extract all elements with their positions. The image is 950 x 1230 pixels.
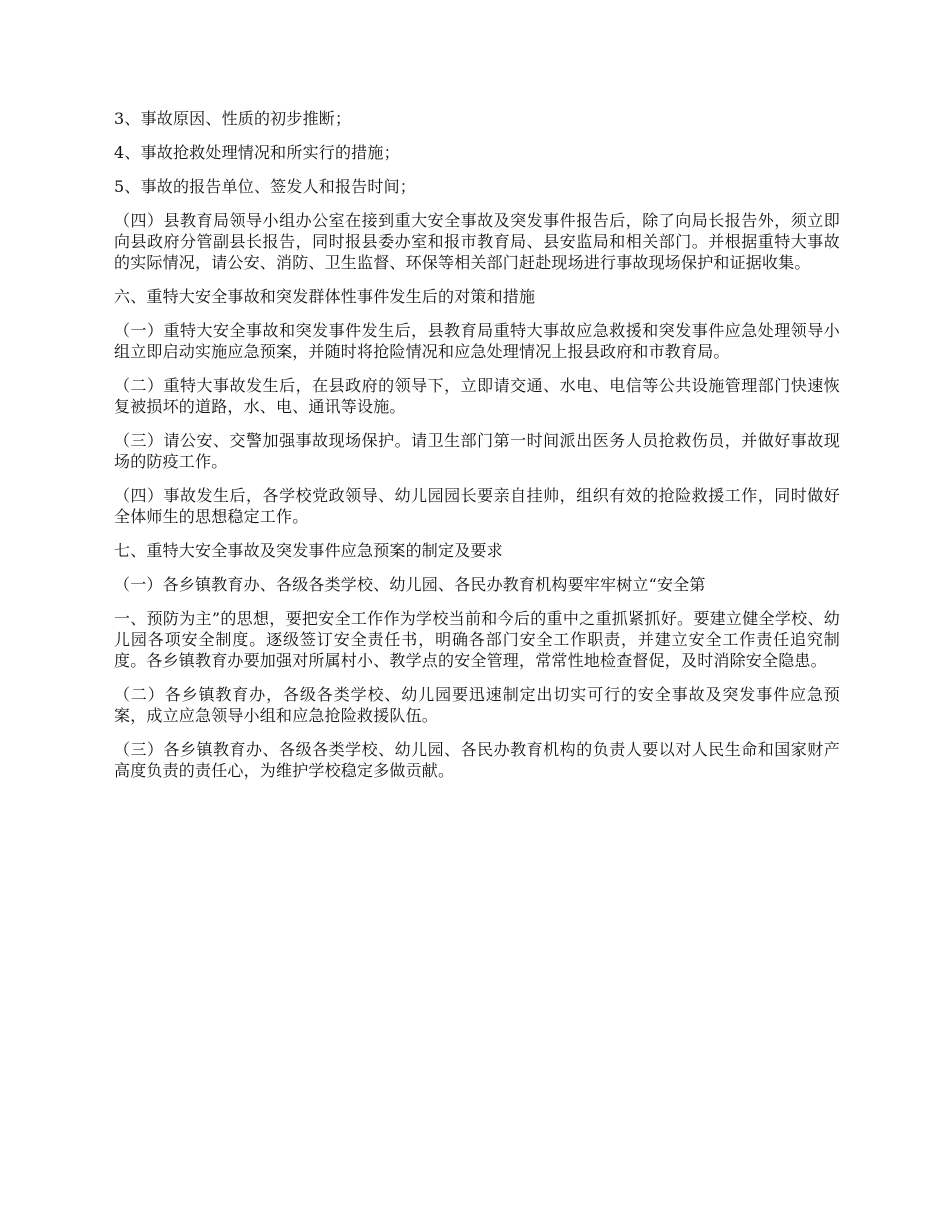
paragraph-six-four: （四）事故发生后，各学校党政领导、幼儿园园长要亲自挂帅，组织有效的抢险救援工作，同时做好全体师生的思想稳定工作。 xyxy=(114,486,840,526)
paragraph-six-one: （一）重特大安全事故和突发事件发生后，县教育局重特大事故应急救援和突发事件应急处理领导小组立即启动实施应急预案，并随时将抢险情况和应急处理情况上报县政府和市教育局。 xyxy=(114,321,840,361)
paragraph-six-three: （三）请公安、交警加强事故现场保护。请卫生部门第一时间派出医务人员抢救伤员，并做好事故现场的防疫工作。 xyxy=(114,431,840,471)
paragraph-seven-two: （二）各乡镇教育办，各级各类学校、幼儿园要迅速制定出切实可行的安全事故及突发事件应急预案，成立应急领导小组和应急抢险救援队伍。 xyxy=(114,685,840,725)
section-heading-seven: 七、重特大安全事故及突发事件应急预案的制定及要求 xyxy=(114,541,503,560)
section-heading-six: 六、重特大安全事故和突发群体性事件发生后的对策和措施 xyxy=(114,287,536,306)
paragraph-seven-one-cont: 一、预防为主”的思想，要把安全工作作为学校当前和今后的重中之重抓紧抓好。要建立健全学校、幼儿园各项安全制度。逐级签订安全责任书，明确各部门安全工作职责，并建立安全工作责任追究制度。各乡镇教育办要加强对所属村小、教学点的安全管理，常常性地检查督促，及时消除安全隐患。 xyxy=(114,609,840,670)
paragraph-item-3: 3、事故原因、性质的初步推断； xyxy=(114,109,352,128)
paragraph-item-4: 4、事故抢救处理情况和所实行的措施； xyxy=(114,143,400,162)
paragraph-seven-one-start: （一）各乡镇教育办、各级各类学校、幼儿园、各民办教育机构要牢牢树立“安全第 xyxy=(114,575,706,594)
paragraph-six-two: （二）重特大事故发生后，在县政府的领导下，立即请交通、水电、电信等公共设施管理部门快速恢复被损坏的道路，水、电、通讯等设施。 xyxy=(114,376,840,416)
document-body xyxy=(114,108,840,794)
paragraph-report-procedure: （四）县教育局领导小组办公室在接到重大安全事故及突发事件报告后，除了向局长报告外，须立即向县政府分管副县长报告，同时报县委办室和报市教育局、县安监局和相关部门。并根据重特大事故的实际情况，请公安、消防、卫生监督、环保等相关部门赶赴现场进行事故现场保护和证据收集。 xyxy=(114,211,840,272)
paragraph-seven-three: （三）各乡镇教育办、各级各类学校、幼儿园、各民办教育机构的负责人要以对人民生命和国家财产高度负责的责任心，为维护学校稳定多做贡献。 xyxy=(114,740,840,780)
paragraph-item-5: 5、事故的报告单位、签发人和报告时间； xyxy=(114,177,416,196)
